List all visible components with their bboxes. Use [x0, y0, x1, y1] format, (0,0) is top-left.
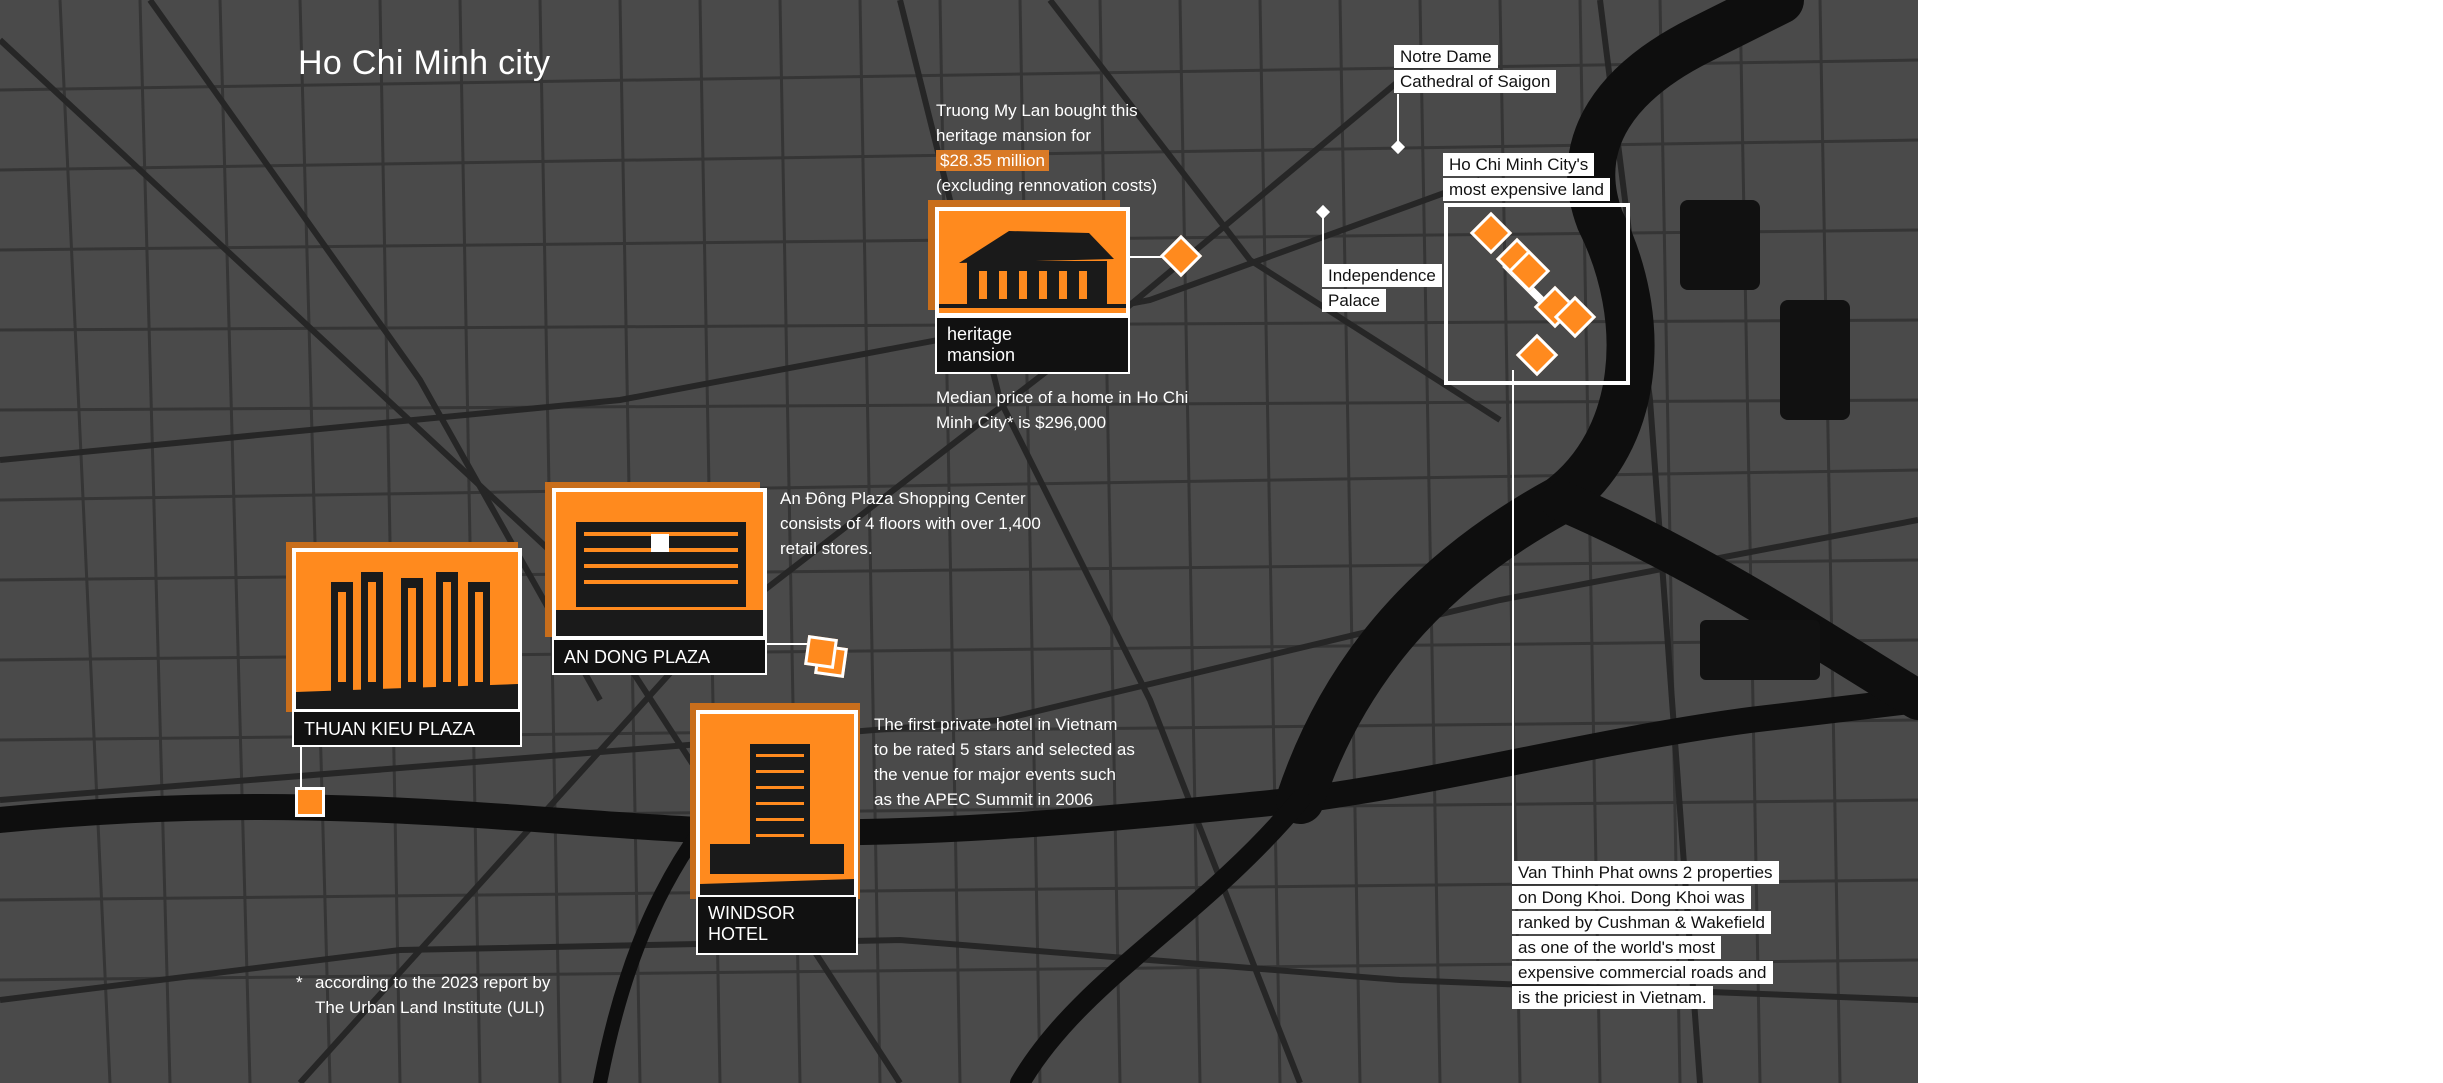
expensive-land-line2: most expensive land	[1443, 178, 1610, 201]
vtp-line-3: ranked by Cushman & Wakefield	[1512, 911, 1771, 934]
an-dong-note-line3: retail stores.	[780, 539, 873, 558]
vtp-line-4: as one of the world's most	[1512, 936, 1721, 959]
thuan-kieu-marker	[295, 787, 325, 817]
windsor-caption-line1: WINDSOR	[708, 903, 795, 923]
footnote	[315, 970, 550, 1020]
footnote-line1: according to the 2023 report by	[315, 973, 551, 992]
an-dong-note-line2: consists of 4 floors with over 1,400	[780, 514, 1041, 533]
windsor-note-line1: The first private hotel in Vietnam	[874, 715, 1118, 734]
footnote-line2: The Urban Land Institute (ULI)	[315, 998, 545, 1017]
vtp-line-6: is the priciest in Vietnam.	[1512, 986, 1713, 1009]
an-dong-marker	[804, 635, 838, 669]
expensive-land-label	[1443, 153, 1610, 203]
heritage-mansion-caption	[935, 316, 1130, 374]
heritage-caption-line1: heritage	[947, 324, 1013, 344]
windsor-hotel-caption	[696, 895, 858, 955]
notre-dame-label	[1394, 45, 1556, 95]
an-dong-note-line1: An Đông Plaza Shopping Center	[780, 489, 1026, 508]
vtp-line-5: expensive commercial roads and	[1512, 961, 1773, 984]
heritage-mansion-photo	[935, 207, 1130, 317]
an-dong-leader-line	[767, 643, 809, 645]
windsor-note-line2: to be rated 5 stars and selected as	[874, 740, 1135, 759]
footnote-marker: *	[296, 973, 303, 992]
notre-dame-label-line1: Notre Dame	[1394, 45, 1498, 68]
independence-palace-label	[1322, 264, 1442, 314]
van-thinh-phat-note	[1512, 861, 1779, 1011]
notre-dame-label-line2: Cathedral of Saigon	[1394, 70, 1556, 93]
independence-label-line2: Palace	[1322, 289, 1386, 312]
heritage-note	[936, 98, 1157, 198]
windsor-caption-line2: HOTEL	[708, 924, 769, 944]
thuan-kieu-leader-line	[300, 747, 302, 789]
vtp-line-2: on Dong Khoi. Dong Khoi was	[1512, 886, 1751, 909]
heritage-note-line3: (excluding rennovation costs)	[936, 176, 1158, 195]
independence-label-line1: Independence	[1322, 264, 1442, 287]
heritage-price: $28.35 million	[936, 150, 1049, 171]
an-dong-plaza-illustration	[556, 492, 763, 636]
windsor-note-line4: as the APEC Summit in 2006	[874, 790, 1094, 809]
heritage-note-line1: Truong My Lan bought this	[936, 101, 1138, 120]
thuan-kieu-plaza-caption: THUAN KIEU PLAZA	[292, 710, 522, 747]
page-title: Ho Chi Minh city	[298, 44, 551, 82]
median-line2: Minh City* is $296,000	[936, 413, 1107, 432]
windsor-hotel-illustration	[700, 714, 854, 898]
heritage-note-line2: heritage mansion for	[936, 126, 1091, 145]
heritage-caption-line2: mansion	[947, 345, 1016, 365]
expensive-land-line1: Ho Chi Minh City's	[1443, 153, 1594, 176]
thuan-kieu-plaza-photo	[292, 548, 522, 713]
independence-leader-line	[1322, 212, 1324, 266]
windsor-hotel-photo	[696, 710, 858, 902]
an-dong-plaza-photo	[552, 488, 767, 640]
an-dong-plaza-caption: AN DONG PLAZA	[552, 638, 767, 675]
van-thinh-phat-leader-line	[1512, 370, 1514, 862]
thuan-kieu-plaza-illustration	[296, 552, 518, 709]
windsor-note-line3: the venue for major events such	[874, 765, 1116, 784]
heritage-mansion-illustration	[939, 211, 1126, 313]
vtp-line-1: Van Thinh Phat owns 2 properties	[1512, 861, 1779, 884]
an-dong-note	[780, 486, 1041, 561]
median-line1: Median price of a home in Ho Chi	[936, 388, 1189, 407]
windsor-note	[874, 712, 1135, 812]
median-price-note	[936, 385, 1188, 435]
